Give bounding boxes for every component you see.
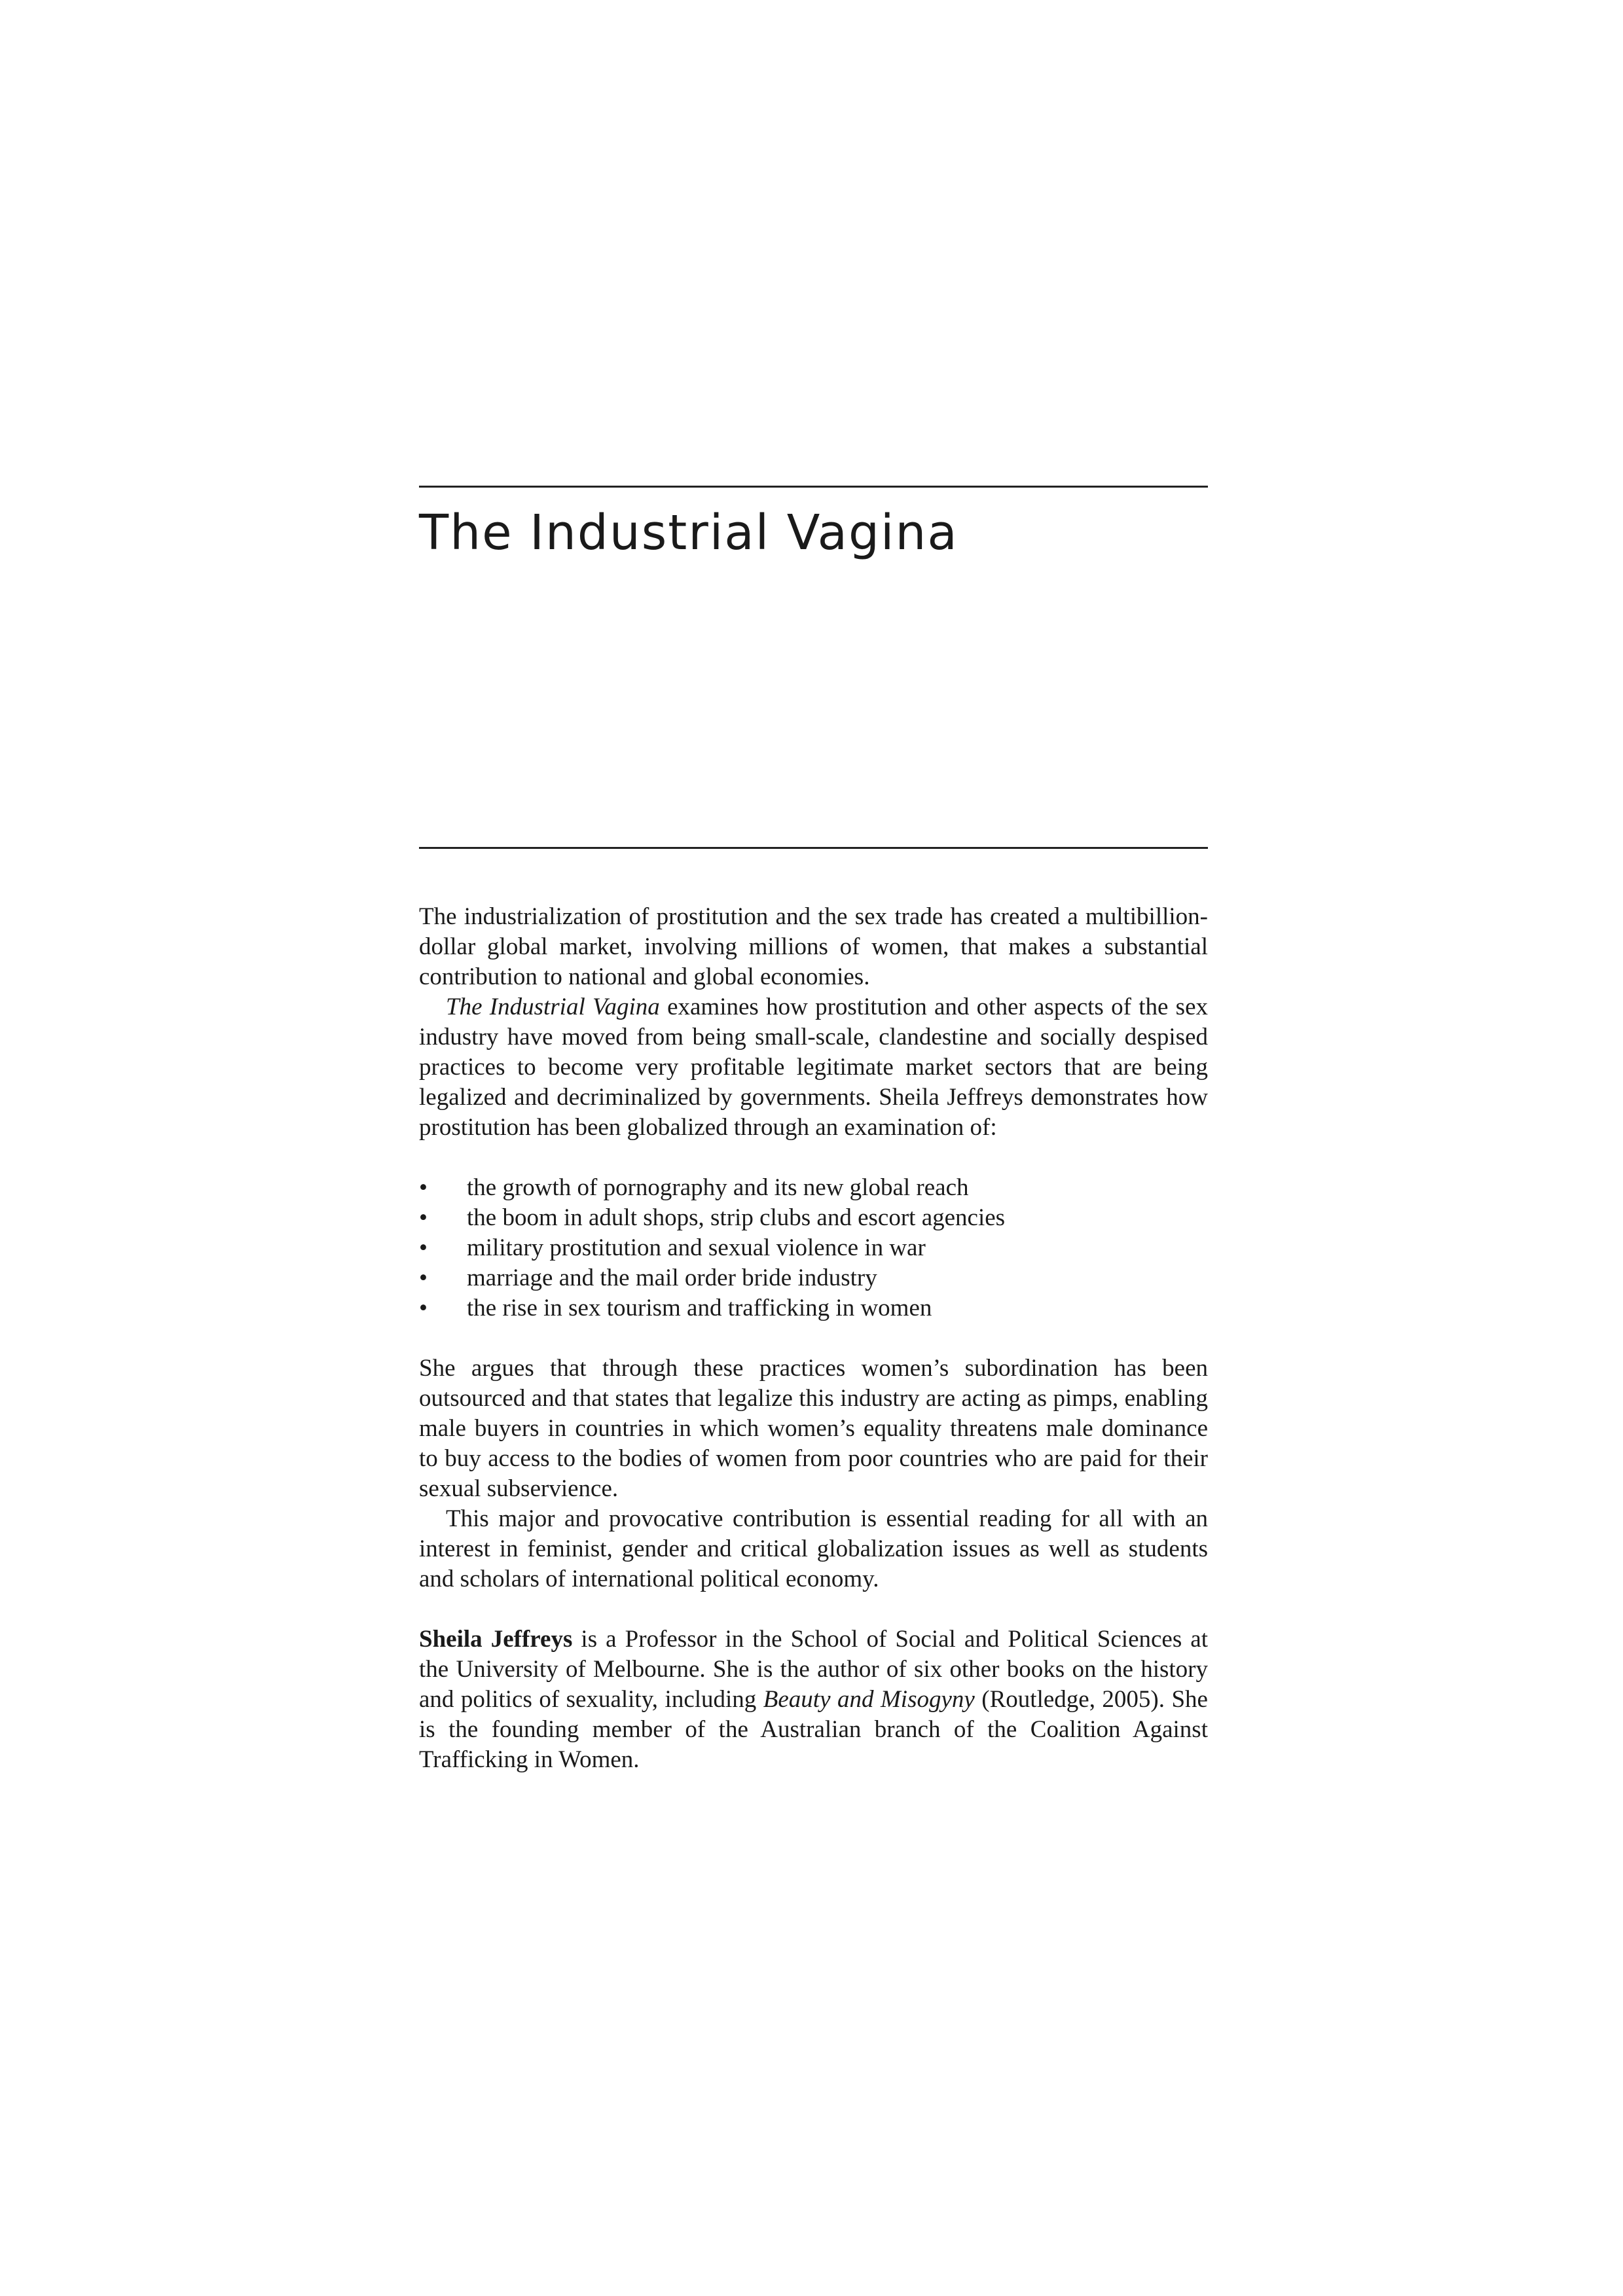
bullet-icon: •	[419, 1234, 428, 1261]
author-bio-text-2: (Routledge, 2005). She is the founding member of the Australian branch of the Coalition Against Trafficking in Women.	[419, 1686, 1208, 1773]
list-item	[419, 1203, 1208, 1233]
bullet-icon: •	[419, 1204, 428, 1231]
bottom-rule	[419, 847, 1208, 849]
bullet-icon: •	[419, 1174, 428, 1201]
book-title-italic: The Industrial Vagina	[446, 994, 660, 1020]
description-text: examines how prostitution and other aspects of the sex industry have moved from being small-scale, clandestine and socially despised practices to become very profitable legitimate market sectors that are being legalized and decriminalized by governments. Sheila Jeffreys demonstrates how prostitution has been globalized through an examination of:	[419, 994, 1208, 1141]
list-item-text: the growth of pornography and its new global reach	[467, 1174, 969, 1201]
author-bio	[419, 1624, 1208, 1775]
author-other-book: Beauty and Misogyny	[763, 1686, 975, 1713]
bullet-icon: •	[419, 1295, 428, 1321]
list-item-text: the boom in adult shops, strip clubs and escort agencies	[467, 1204, 1006, 1231]
intro-paragraph: The industrialization of prostitution and the sex trade has created a multibillion-dollar global market, involving millions of women, that makes a substantial contribution to national and global economies.	[419, 903, 1208, 990]
list-item	[419, 1263, 1208, 1293]
topics-list	[419, 1173, 1208, 1323]
list-item	[419, 1173, 1208, 1203]
book-title: The Industrial Vagina	[419, 505, 958, 561]
bullet-icon: •	[419, 1265, 428, 1291]
list-item	[419, 1293, 1208, 1323]
list-item	[419, 1233, 1208, 1263]
audience-paragraph: This major and provocative contribution is essential reading for all with an interest in feminist, gender and critical globalization issues as well as students and scholars of international political economy.	[419, 1505, 1208, 1592]
list-item-text: marriage and the mail order bride industry	[467, 1265, 877, 1291]
list-item-text: military prostitution and sexual violence in war	[467, 1234, 926, 1261]
author-name: Sheila Jeffreys	[419, 1626, 573, 1653]
author-bio-text-1: is a Professor in the School of Social and Political Sciences at the University of Melbourne. She is the author of six other books on the history and politics of sexuality, including	[419, 1626, 1209, 1713]
spacer	[419, 1143, 1208, 1173]
argument-paragraph: She argues that through these practices women’s subordination has been outsourced and that states that legalize this industry are acting as pimps, enabling male buyers in countries in which women’s equality threatens male dominance to buy access to the bodies of women from poor countries who are paid for their sexual subservience.	[419, 1355, 1208, 1502]
blurb-text	[419, 902, 1208, 1775]
top-rule	[419, 486, 1208, 488]
spacer	[419, 1594, 1208, 1624]
list-item-text: the rise in sex tourism and trafficking in women	[467, 1295, 932, 1321]
description-paragraph	[419, 992, 1208, 1143]
spacer	[419, 1323, 1208, 1354]
